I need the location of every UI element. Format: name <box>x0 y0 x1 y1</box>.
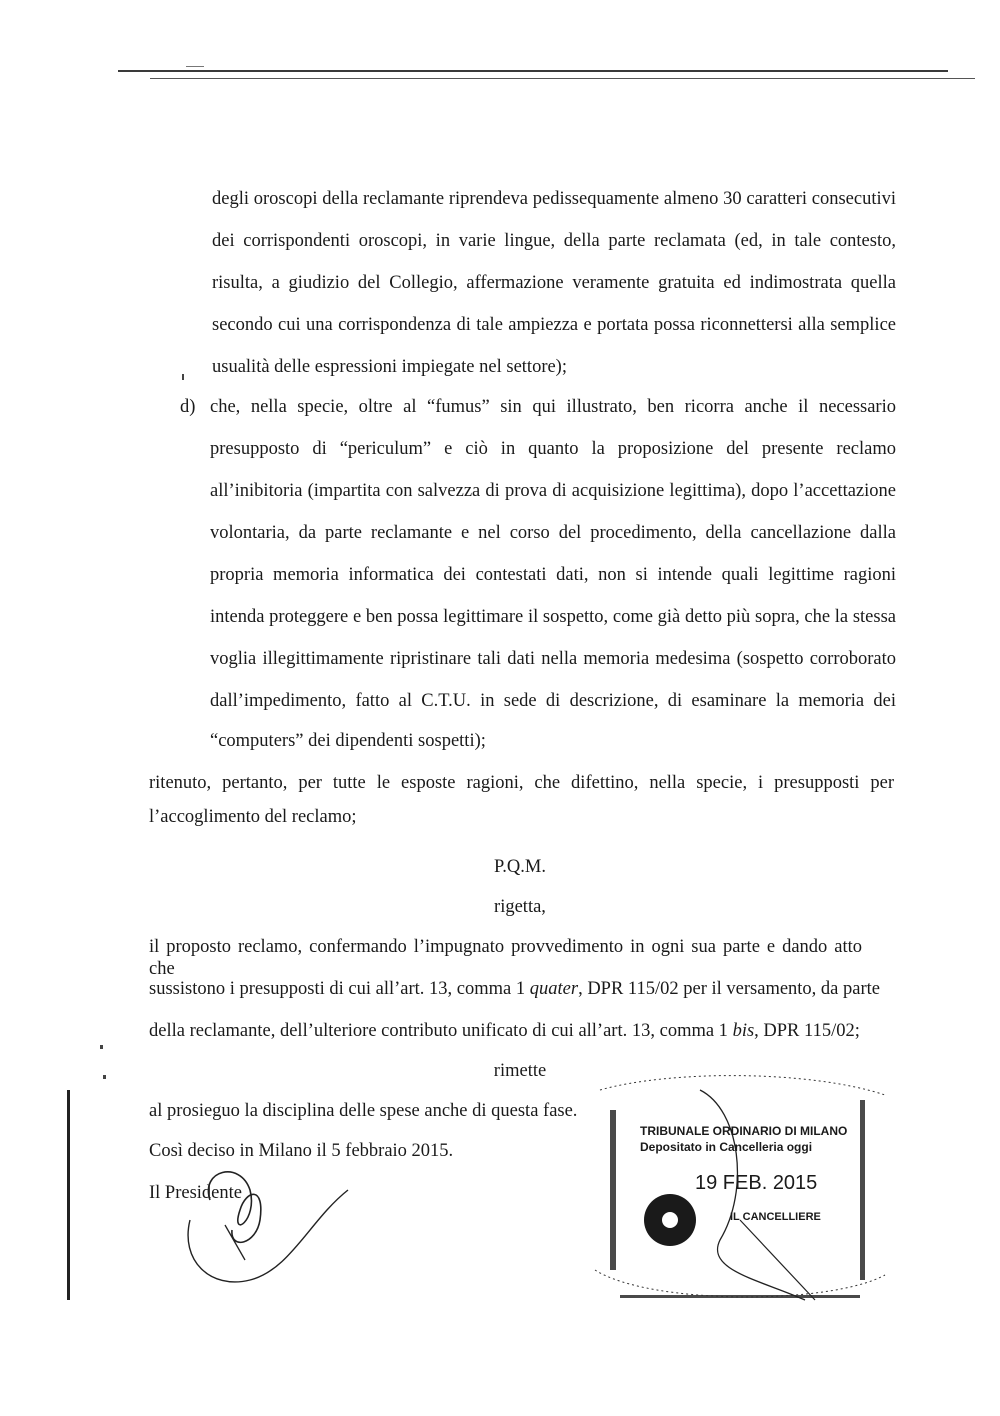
paragraph-line: che, nella specie, oltre al “fumus” sin qui illustrato, ben ricorra anche il necessario <box>210 397 896 417</box>
scan-speck <box>100 1045 103 1049</box>
italic-run: bis <box>732 1021 755 1041</box>
paragraph-line <box>149 1020 860 1042</box>
ruling-verb: rigetta, <box>494 897 546 917</box>
stamp-court: TRIBUNALE ORDINARIO DI MILANO <box>640 1124 848 1138</box>
scan-edge-bar <box>67 1090 70 1300</box>
paragraph-line: voglia illegittimamente ripristinare tali dati nella memoria medesima (sospetto corroborato <box>210 649 896 669</box>
paragraph-line: volontaria, da parte reclamante e nel corso del procedimento, della cancellazione dalla <box>210 523 896 543</box>
paragraph-line: al prosieguo la disciplina delle spese anche di questa fase. <box>149 1101 578 1121</box>
paragraph-line: degli oroscopi della reclamante riprendeva pedissequamente almeno 30 caratteri consecutivi <box>212 189 896 209</box>
date-line: Così deciso in Milano il 5 febbraio 2015. <box>149 1141 454 1161</box>
stamp-officer: IL CANCELLIERE <box>730 1211 821 1223</box>
pqm-heading: P.Q.M. <box>494 857 546 877</box>
paragraph-line: ritenuto, pertanto, per tutte le esposte ragioni, che difettino, nella specie, i presupposti per <box>149 773 894 793</box>
paragraph-line: l’accoglimento del reclamo; <box>149 807 357 827</box>
stamp-deposit: Depositato in Cancelleria oggi <box>640 1140 813 1154</box>
court-stamp <box>590 1070 890 1310</box>
paragraph-line: il proposto reclamo, confermando l’impugnato provvedimento in ogni sua parte e dando atto che <box>149 937 862 979</box>
paragraph-line: secondo cui una corrispondenza di tale ampiezza e portata possa riconnettersi alla semplice <box>212 315 896 335</box>
signatory-label: Il Presidente <box>149 1183 242 1203</box>
header-rule-secondary <box>150 78 975 79</box>
scan-speck <box>182 374 184 380</box>
paragraph-line: “computers” dei dipendenti sospetti); <box>210 731 486 751</box>
paragraph-line <box>149 978 880 1000</box>
text-run: , DPR 115/02 per il versamento, da parte <box>578 979 880 999</box>
stamp-date: 19 FEB. 2015 <box>695 1172 818 1194</box>
italic-run: quater <box>529 979 579 999</box>
scan-speck <box>103 1075 106 1079</box>
ruling-verb: rimette <box>493 1061 547 1081</box>
text-run: , DPR 115/02; <box>754 1021 860 1041</box>
paragraph-line: intenda proteggere e ben possa legittimare il sospetto, come già detto più sopra, che la stessa <box>210 607 896 627</box>
paragraph-line: usualità delle espressioni impiegate nel settore); <box>212 357 567 377</box>
signature <box>170 1150 350 1300</box>
header-rule <box>118 70 948 72</box>
text-run: sussistono i presupposti di cui all’art. 13, comma 1 <box>149 979 530 999</box>
paragraph-line: dall’impedimento, fatto al C.T.U. in sede di descrizione, di esaminare la memoria dei <box>210 691 896 711</box>
list-marker: d) <box>180 397 196 417</box>
paragraph-line: risulta, a giudizio del Collegio, affermazione veramente gratuita ed indimostrata quella <box>212 273 896 293</box>
text-run: della reclamante, dell’ulteriore contributo unificato di cui all’art. 13, comma 1 <box>149 1021 728 1041</box>
scan-mark <box>186 66 204 67</box>
paragraph-line: all’inibitoria (impartita con salvezza di prova di acquisizione legittima), dopo l’accettazione <box>210 481 896 501</box>
paragraph-line: presupposto di “periculum” e ciò in quanto la proposizione del presente reclamo <box>210 439 896 459</box>
paragraph-line: dei corrispondenti oroscopi, in varie lingue, della parte reclamata (ed, in tale contesto, <box>212 231 896 251</box>
paragraph-line: propria memoria informatica dei contestati dati, non si intende quali legittime ragioni <box>210 565 896 585</box>
